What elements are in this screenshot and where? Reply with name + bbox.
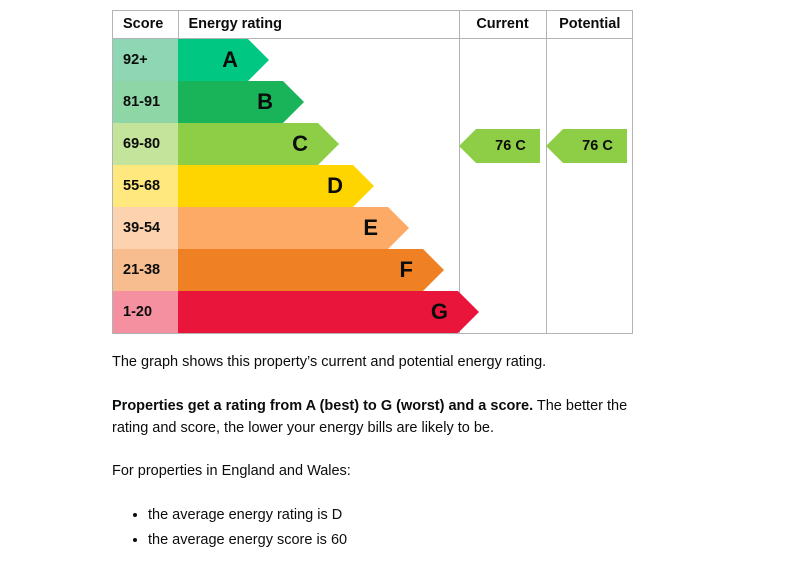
score-range-f: 21-38 bbox=[113, 249, 178, 291]
region-line: For properties in England and Wales: bbox=[112, 463, 351, 480]
average-list bbox=[112, 505, 652, 552]
band-cell-f bbox=[178, 249, 459, 291]
table-row bbox=[113, 38, 633, 81]
header-score: Score bbox=[113, 11, 178, 38]
band-bar-e: E bbox=[178, 207, 388, 249]
current-rating-cell bbox=[459, 38, 546, 333]
band-cell-c bbox=[178, 123, 459, 165]
energy-rating-table bbox=[113, 11, 633, 333]
header-potential: Potential bbox=[546, 11, 633, 38]
score-range-b: 81-91 bbox=[113, 81, 178, 123]
band-cell-e bbox=[178, 207, 459, 249]
band-bar-d: D bbox=[178, 165, 353, 207]
band-cell-a bbox=[178, 38, 459, 81]
rating-explanation bbox=[112, 396, 652, 440]
band-cell-d bbox=[178, 165, 459, 207]
current-rating-arrow: 76 C bbox=[476, 129, 540, 163]
rating-explanation-strong: Properties get a rating from A (best) to G (worst) and a score. bbox=[112, 397, 534, 414]
explanatory-text bbox=[112, 352, 652, 555]
potential-rating-cell bbox=[546, 38, 633, 333]
table-header-row bbox=[113, 11, 633, 38]
band-bar-f: F bbox=[178, 249, 423, 291]
band-bar-g: G bbox=[178, 291, 458, 333]
energy-rating-chart bbox=[112, 10, 633, 334]
band-cell-g bbox=[178, 291, 459, 333]
score-range-c: 69-80 bbox=[113, 123, 178, 165]
score-range-a: 92+ bbox=[113, 38, 178, 81]
band-cell-b bbox=[178, 81, 459, 123]
potential-rating-arrow: 76 C bbox=[563, 129, 627, 163]
header-energy-rating: Energy rating bbox=[178, 11, 459, 38]
header-current: Current bbox=[459, 11, 546, 38]
band-bar-c: C bbox=[178, 123, 318, 165]
score-range-d: 55-68 bbox=[113, 165, 178, 207]
score-range-g: 1-20 bbox=[113, 291, 178, 333]
list-item: • the average energy rating is D bbox=[148, 505, 652, 527]
score-range-e: 39-54 bbox=[113, 207, 178, 249]
intro-paragraph: The graph shows this property’s current and potential energy rating. bbox=[112, 354, 547, 370]
rating-explanation-rest: The better the rating and score, the lower your energy bills are likely to be. bbox=[112, 397, 628, 436]
band-bar-b: B bbox=[178, 81, 283, 123]
band-bar-a: A bbox=[178, 39, 248, 81]
list-item: • the average energy score is 60 bbox=[148, 530, 652, 552]
